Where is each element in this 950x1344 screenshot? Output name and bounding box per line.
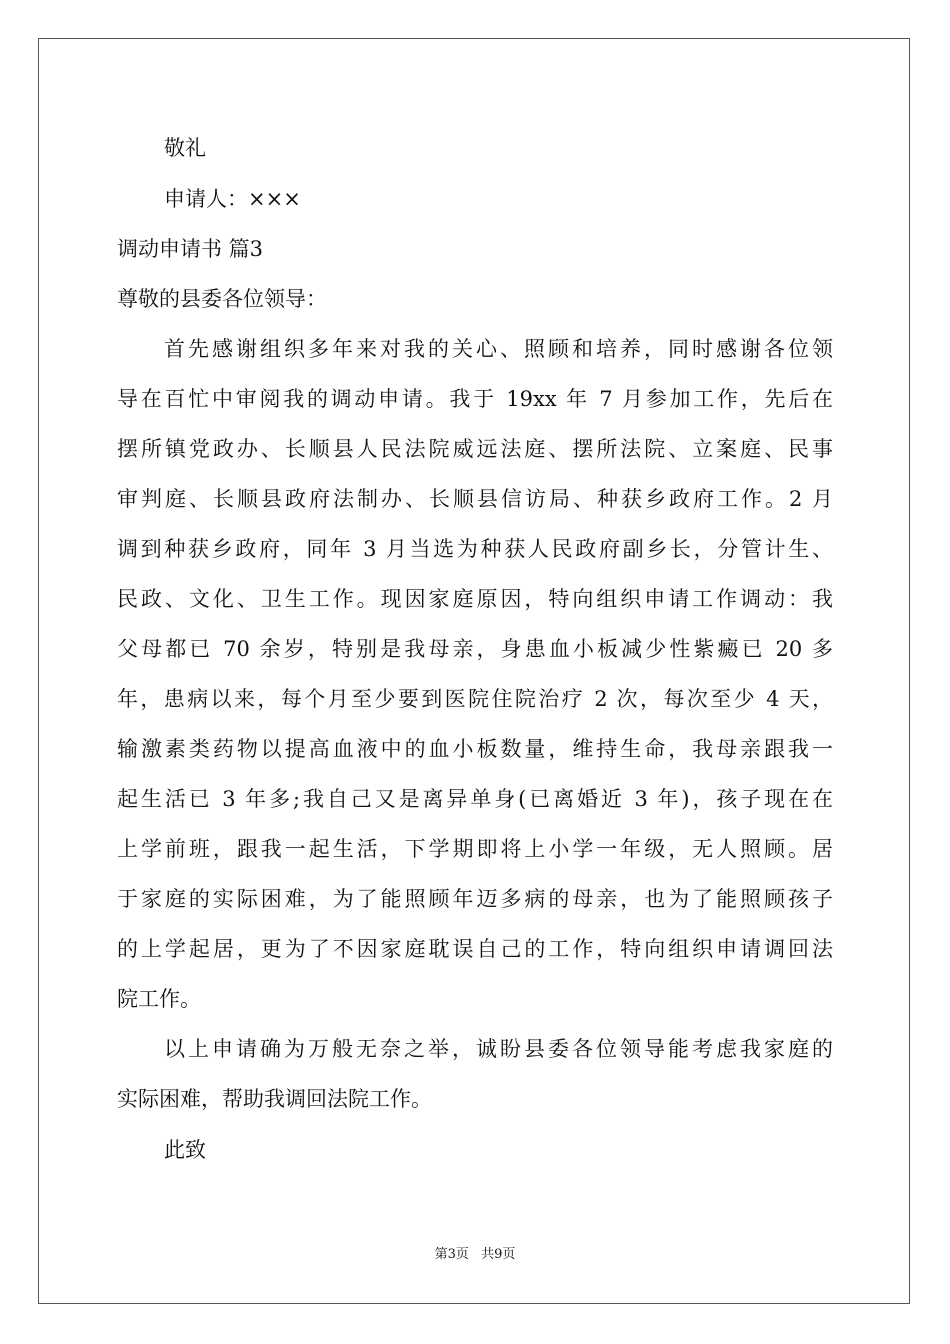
- paragraph-line: 实际困难，帮助我调回法院工作。: [117, 1087, 432, 1111]
- paragraph-line: 首先感谢组织多年来对我的关心、照顾和培养，同时感谢各位领: [164, 337, 833, 361]
- paragraph-line: 民政、文化、卫生工作。现因家庭原因，特向组织申请工作调动：我: [117, 587, 833, 611]
- paragraph-line: 审判庭、长顺县政府法制办、长顺县信访局、种获乡政府工作。2 月: [117, 487, 833, 511]
- salutation: 尊敬的县委各位领导：: [117, 287, 327, 311]
- paragraph-line: 于家庭的实际困难，为了能照顾年迈多病的母亲，也为了能照顾孩子: [117, 887, 833, 911]
- closing-phrase: 此致: [164, 1138, 206, 1162]
- closing-salute: 敬礼: [164, 136, 206, 160]
- page-total: 共9页: [481, 1247, 516, 1262]
- paragraph-line: 父母都已 70 余岁，特别是我母亲，身患血小板减少性紫癜已 20 多: [117, 637, 833, 661]
- section-title: 调动申请书 篇3: [117, 237, 264, 261]
- page-footer: [0, 1246, 950, 1264]
- page-number: 第3页: [434, 1247, 469, 1262]
- paragraph-line: 导在百忙中审阅我的调动申请。我于 19xx 年 7 月参加工作，先后在: [117, 387, 833, 411]
- paragraph-line: 输激素类药物以提高血液中的血小板数量，维持生命，我母亲跟我一: [117, 737, 833, 761]
- paragraph-line: 调到种获乡政府，同年 3 月当选为种获人民政府副乡长，分管计生、: [117, 537, 833, 561]
- paragraph-line: 起生活已 3 年多;我自己又是离异单身(已离婚近 3 年)，孩子现在在: [117, 787, 833, 811]
- paragraph-line: 的上学起居，更为了不因家庭耽误自己的工作，特向组织申请调回法: [117, 937, 833, 961]
- paragraph-line: 摆所镇党政办、长顺县人民法院威远法庭、摆所法院、立案庭、民事: [117, 437, 833, 461]
- paragraph-line: 年，患病以来，每个月至少要到医院住院治疗 2 次，每次至少 4 天，: [117, 687, 833, 711]
- applicant-line: 申请人：×××: [164, 187, 301, 211]
- paragraph-line: 上学前班，跟我一起生活，下学期即将上小学一年级，无人照顾。居: [117, 837, 833, 861]
- page-border: [38, 38, 910, 1304]
- paragraph-line: 院工作。: [117, 987, 201, 1011]
- paragraph-line: 以上申请确为万般无奈之举，诚盼县委各位领导能考虑我家庭的: [164, 1037, 833, 1061]
